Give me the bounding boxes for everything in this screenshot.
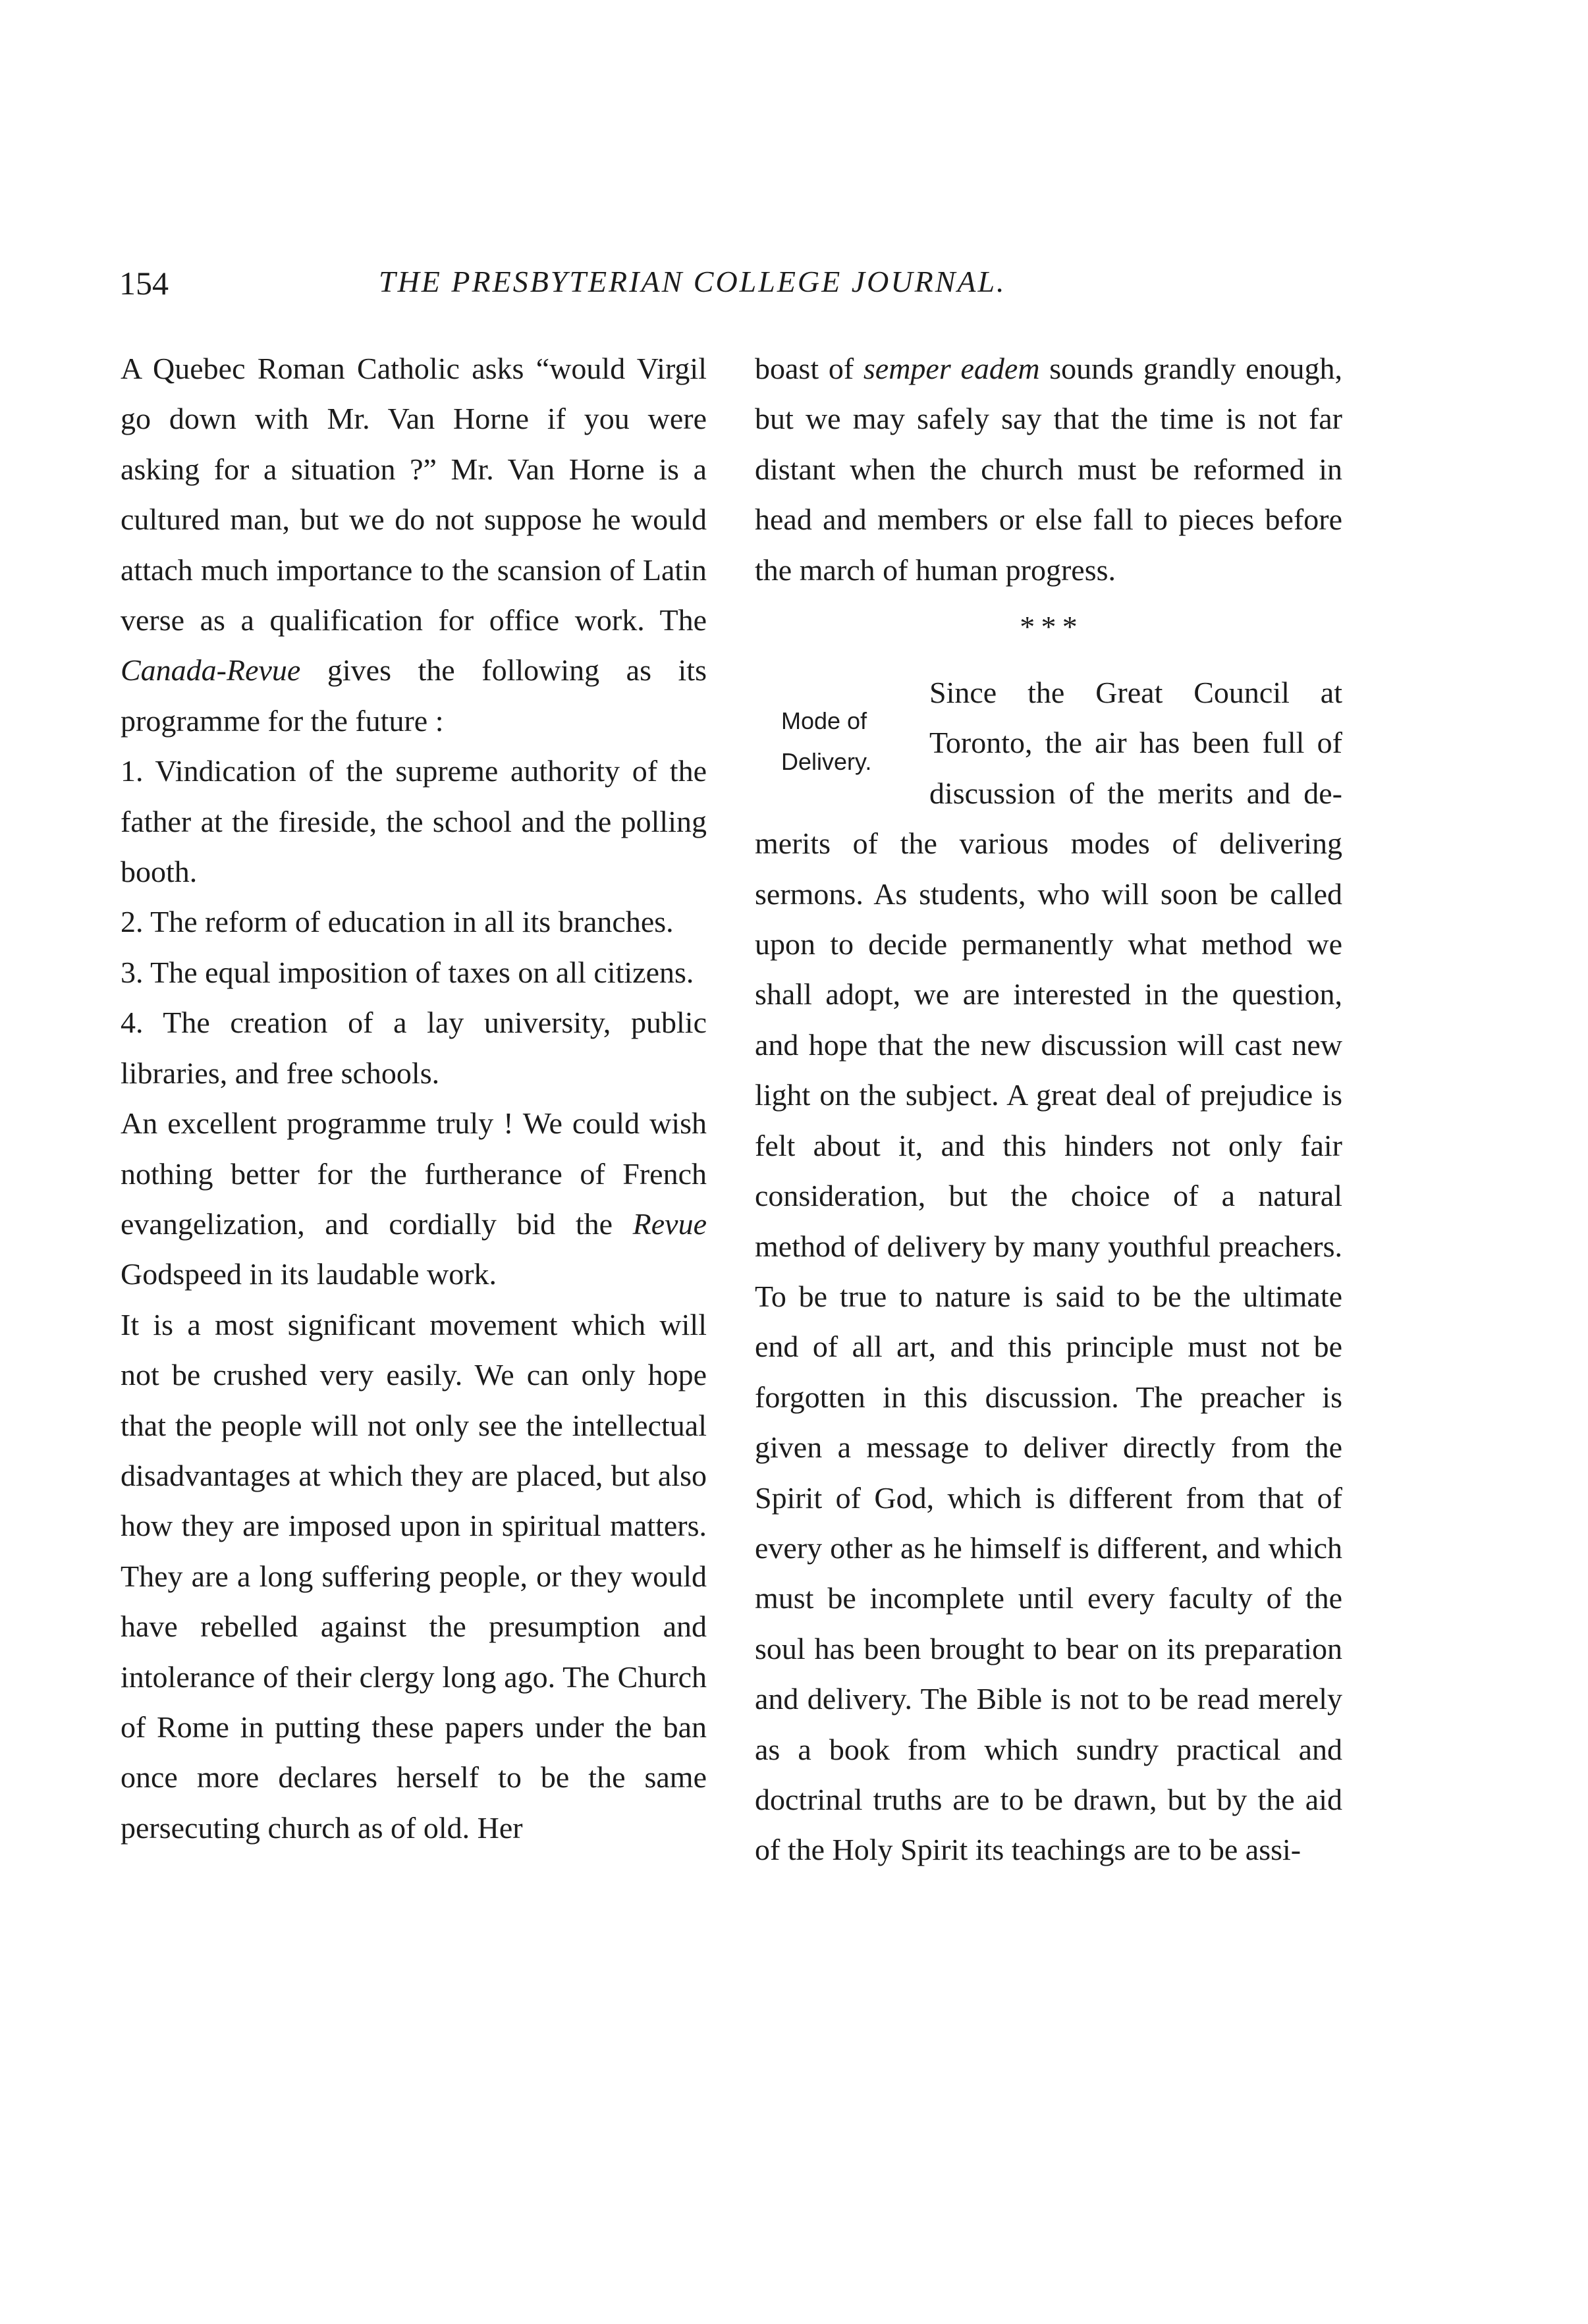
- programme-item-4: 4. The creation of a lay university, public libraries, and free schools.: [121, 1006, 707, 1090]
- semper-eadem-phrase: semper eadem: [863, 352, 1040, 385]
- paragraph-text: boast of: [755, 352, 863, 385]
- paragraph-text-end: Godspeed in its laudable work.: [121, 1257, 497, 1291]
- sidenote-area: [755, 668, 929, 819]
- programme-item-2: 2. The reform of education in all its branches.: [121, 905, 674, 939]
- canada-revue-title: Canada-Revue: [121, 653, 301, 688]
- paragraph-significant-movement: It is a most significant movement which will not be crushed very easily. We can only hope that the people will not only see the intellectual disadvantages at which they are placed, but also how they are imposed upon in spiritual matters. They are a long suffering people, or they would have rebelled against the presumption and intolerance of their clergy long ago. The Church of Rome in putting these papers under the ban once more declares herself to be the same persecuting church as of old. Her: [121, 1307, 707, 1845]
- paragraph-van-horne: [121, 344, 707, 746]
- section-asterism: [755, 595, 1342, 668]
- paragraph-text: A Quebec Roman Catholic asks “would Virgil go down with Mr. Van Horne if you were asking for a situation ?” Mr. Van Horne is a cultured man, but we do not suppose he would attach much importance to the scansion of Latin verse as a qualification for office work. The: [121, 352, 707, 637]
- paragraph-excellent-programme: [121, 1098, 707, 1300]
- revue-title: Revue: [632, 1206, 707, 1241]
- programme-item-1: 1. Vindication of the supreme authority of the father at the fireside, the school and the polling booth.: [121, 754, 707, 889]
- right-column: [755, 344, 1342, 1876]
- paragraph-text-end: sounds grandly enough, but we may safely say that the time is not far distant when the church must be reformed in head and members or else fall to pieces before the march of human progress.: [755, 352, 1342, 587]
- asterism-glyphs: * * *: [1020, 610, 1078, 644]
- paragraph-semper-eadem: [755, 344, 1342, 595]
- page-number: 154: [119, 265, 169, 302]
- sidenote-mode-of-delivery: Mode of Delivery.: [781, 707, 872, 776]
- paragraph-text-end: gives the following as its programme for the future :: [121, 653, 707, 738]
- paragraph-text: An excellent programme truly ! We could wish nothing better for the furtherance of French evangelization, and cordially bid the: [121, 1106, 707, 1241]
- left-column: [121, 344, 707, 1853]
- paragraph-great-council: Since the Great Council at Toronto, the air has been full of discussion of the merits and de-merits of the various modes of delivering sermons. As students, who will soon be called upon to decide permanently what method we shall adopt, we are interested in the question, and hope that the new discussion will cast new light on the subject. A great deal of prejudice is felt about it, and this hinders not only fair consideration, but the choice of a natural method of delivery by many youthful preachers. To be true to nature is said to be the ultimate end of all art, and this principle must not be forgotten in this discussion. The preacher is given a message to deliver directly from the Spirit of God, which is different from that of every other as he himself is different, and which must be incomplete until every faculty of the soul has been brought to bear on its preparation and delivery. The Bible is not to be read merely as a book from which sundry practical and doctrinal truths are to be drawn, but by the aid of the Holy Spirit its teachings are to be assi-: [755, 676, 1342, 1867]
- running-title: THE PRESBYTERIAN COLLEGE JOURNAL.: [379, 265, 1006, 298]
- mode-of-delivery-section: [755, 668, 1342, 1876]
- programme-item-3: 3. The equal imposition of taxes on all citizens.: [121, 955, 694, 989]
